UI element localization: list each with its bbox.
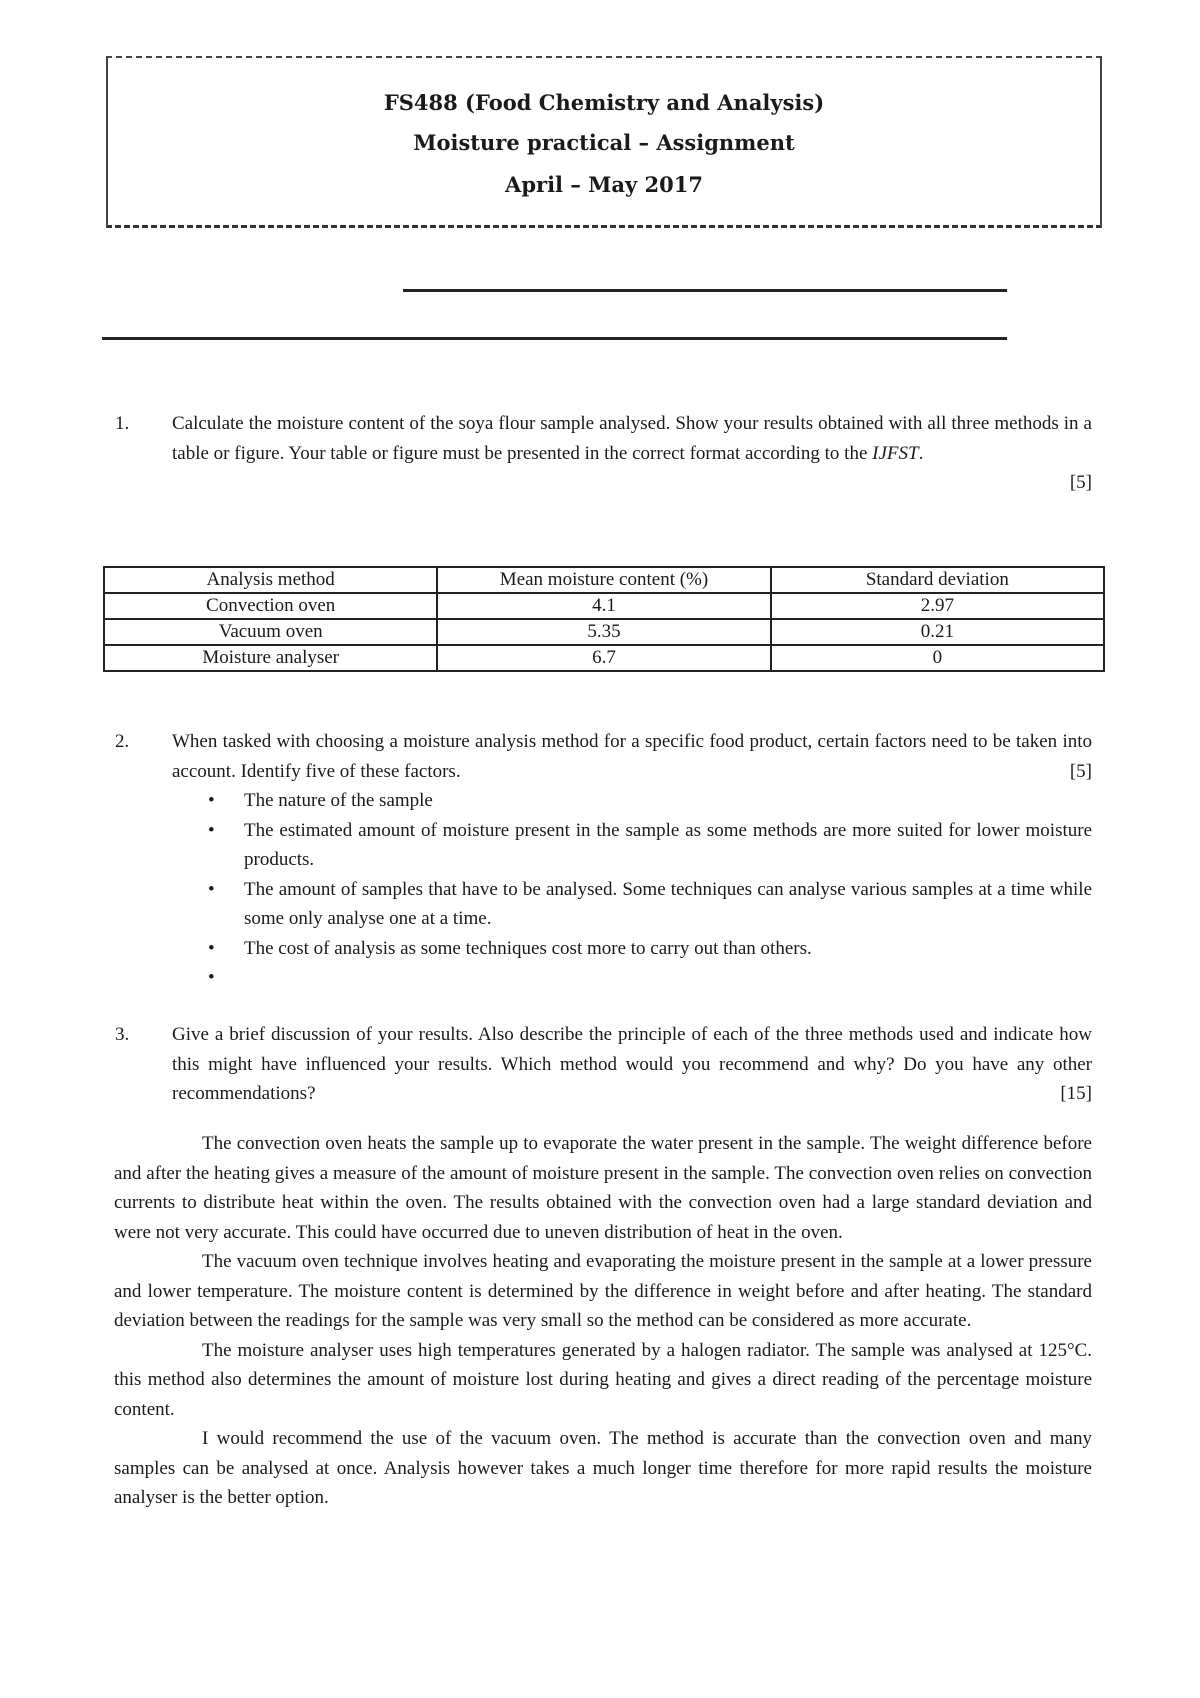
list-item xyxy=(172,786,1092,816)
table-cell: 0.21 xyxy=(771,619,1104,645)
table-cell: Convection oven xyxy=(104,593,437,619)
question-text-part: . xyxy=(918,442,924,464)
table-cell: Vacuum oven xyxy=(104,619,437,645)
question-text: Give a brief discussion of your results. Also describe the principle of each of the three methods used and indicate how this might have influenced your results. Which method would you recommend and why? Do you have any other recommendations? xyxy=(172,1024,1092,1104)
table-cell: 0 xyxy=(771,645,1104,671)
name-line-1 xyxy=(403,289,1007,292)
table-cell: 4.1 xyxy=(437,593,770,619)
table-header-cell: Analysis method xyxy=(104,567,437,593)
results-table xyxy=(103,566,1105,672)
question-number: 2. xyxy=(115,731,130,752)
assignment-title: Moisture practical – Assignment xyxy=(413,130,795,155)
table-cell: 6.7 xyxy=(437,645,770,671)
header-box xyxy=(106,56,1102,228)
question-text: When tasked with choosing a moisture analysis method for a specific food product, certain factors need to be taken into account. Identify five of these factors. xyxy=(172,731,1092,782)
list-item-text: The estimated amount of moisture present in the sample as some methods are more suited for lower moisture products. xyxy=(244,819,1092,870)
table-row xyxy=(104,645,1104,671)
table-cell: Moisture analyser xyxy=(104,645,437,671)
list-item xyxy=(172,934,1092,964)
bullet-icon: • xyxy=(208,878,215,900)
list-item-text: The cost of analysis as some techniques cost more to carry out than others. xyxy=(244,937,812,959)
question-number: 3. xyxy=(115,1024,130,1045)
journal-name: IJFST xyxy=(872,442,919,464)
answer-paragraph: The moisture analyser uses high temperatures generated by a halogen radiator. The sample was analysed at 125°C. this method also determines the amount of moisture lost during heating and gives a direct reading of the percentage moisture content. xyxy=(114,1339,1092,1420)
question-marks: [15] xyxy=(1060,1083,1092,1104)
question-text-part: Calculate the moisture content of the soya flour sample analysed. Show your results obtained with all three methods in a table or figure. Your table or figure must be presented in the correct format according to the xyxy=(172,413,1092,464)
list-item-text: The nature of the sample xyxy=(244,790,433,811)
table-cell: 5.35 xyxy=(437,619,770,645)
list-item-text: The amount of samples that have to be analysed. Some techniques can analyse various samples at a time while some only analyse one at a time. xyxy=(244,878,1092,929)
answer-paragraph: I would recommend the use of the vacuum oven. The method is accurate than the convection oven and many samples can be analysed at once. Analysis however takes a much longer time therefore for more rapid results the moisture analyser is the better option. xyxy=(114,1428,1092,1508)
list-item xyxy=(172,963,1092,993)
name-line-2 xyxy=(102,337,1007,340)
table-header-row xyxy=(104,567,1104,593)
answer-discussion xyxy=(114,1129,1092,1513)
table-cell: 2.97 xyxy=(771,593,1104,619)
question-marks: [5] xyxy=(1069,760,1092,782)
bullet-icon: • xyxy=(208,819,215,841)
list-item xyxy=(172,816,1092,875)
table-header-cell: Mean moisture content (%) xyxy=(437,567,770,593)
answer-paragraph: The vacuum oven technique involves heating and evaporating the moisture present in the sample at a lower pressure and lower temperature. The moisture content is determined by the difference in weight before and after heating. The standard deviation between the readings for the sample was very small so the method can be considered as more accurate. xyxy=(114,1251,1092,1331)
question-text xyxy=(172,409,1092,468)
table-row xyxy=(104,619,1104,645)
assignment-date: April – May 2017 xyxy=(505,172,703,197)
bullet-icon: • xyxy=(208,967,215,988)
question-number: 1. xyxy=(115,413,130,434)
list-item xyxy=(172,875,1092,934)
question-marks: [5] xyxy=(1069,472,1092,493)
factor-list xyxy=(172,786,1092,993)
table-header-cell: Standard deviation xyxy=(771,567,1104,593)
bullet-icon: • xyxy=(208,790,215,811)
course-title: FS488 (Food Chemistry and Analysis) xyxy=(383,90,825,115)
answer-paragraph: The convection oven heats the sample up to evaporate the water present in the sample. The weight difference before and after the heating gives a measure of the amount of moisture present in the sample. The convection oven relies on convection currents to distribute heat within the oven. The results obtained with the convection oven had a large standard deviation and were not very accurate. This could have occurred due to uneven distribution of heat in the oven. xyxy=(114,1133,1092,1243)
bullet-icon: • xyxy=(208,937,215,959)
table-row xyxy=(104,593,1104,619)
